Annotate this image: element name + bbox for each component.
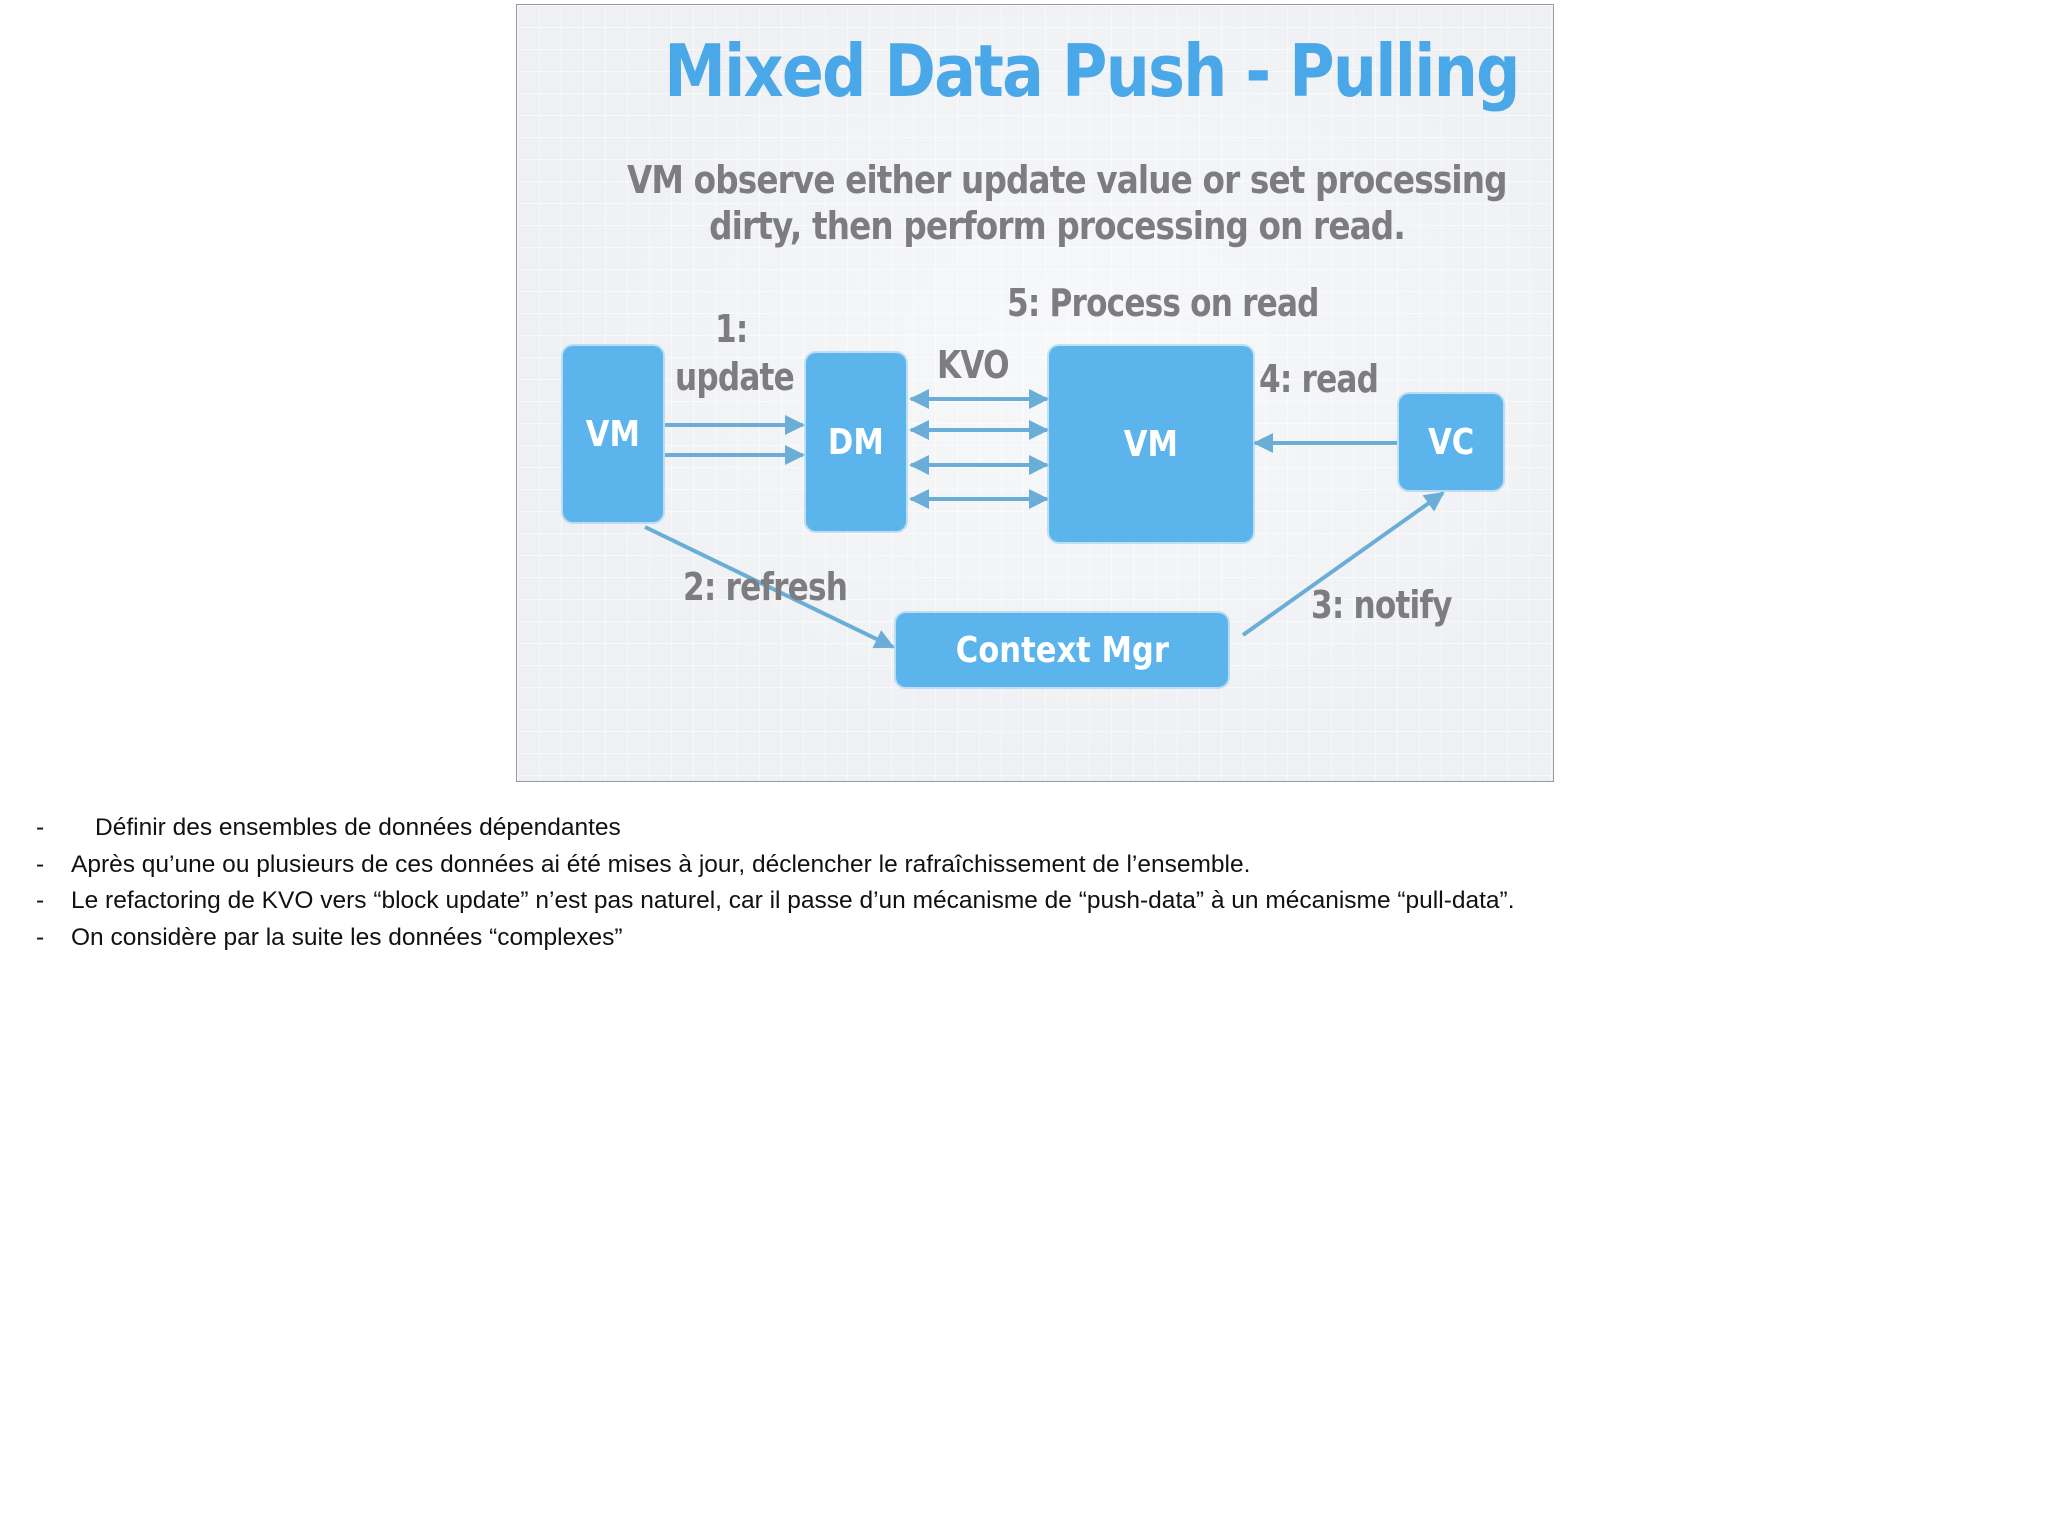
note-item [36, 883, 1996, 920]
vc-label: VC [1427, 421, 1475, 463]
dm-node [806, 353, 906, 531]
note-text: Après qu’une ou plusieurs de ces données ai été mises à jour, déclencher le rafraîchissement de l’ensemble. [71, 850, 1251, 878]
update-label: update [675, 355, 794, 399]
note-text: On considère par la suite les données “complexes” [71, 923, 623, 951]
note-text: Le refactoring de KVO vers “block update” n’est pas naturel, car il passe d’un mécanisme de “push-data” à un mécanisme “pull-data”. [71, 887, 1515, 914]
kvo-label: KVO [937, 343, 1009, 387]
vm-center-node [1049, 346, 1253, 542]
slide [516, 4, 1554, 782]
vm-center-label: VM [1123, 423, 1179, 465]
note-text: Définir des ensembles de données dépendantes [95, 814, 621, 841]
note-bullet: - [36, 814, 45, 841]
process-on-read-label: 5: Process on read [1007, 281, 1319, 325]
speaker-notes [36, 810, 1996, 956]
vm-left-label: VM [585, 413, 641, 455]
refresh-label: 2: refresh [683, 565, 848, 609]
note-bullet: - [36, 923, 45, 951]
read-label: 4: read [1259, 357, 1379, 401]
note-item [36, 920, 1996, 957]
vc-node [1399, 394, 1503, 490]
note-item [36, 847, 1996, 884]
vm-left-node [563, 346, 663, 522]
slide-title: Mixed Data Push - Pulling [664, 29, 1519, 113]
context-mgr-node [896, 613, 1228, 687]
update-step-label: 1: [715, 307, 748, 351]
subtitle-line-2: dirty, then perform processing on read. [709, 204, 1405, 248]
note-bullet: - [36, 850, 45, 878]
notify-label: 3: notify [1311, 583, 1452, 627]
context-mgr-label: Context Mgr [955, 629, 1169, 671]
slide-subtitle [627, 157, 1507, 249]
note-bullet: - [36, 887, 45, 914]
dm-label: DM [828, 421, 884, 463]
subtitle-line-1: VM observe either update value or set processing [627, 158, 1507, 202]
note-item [36, 810, 1996, 847]
